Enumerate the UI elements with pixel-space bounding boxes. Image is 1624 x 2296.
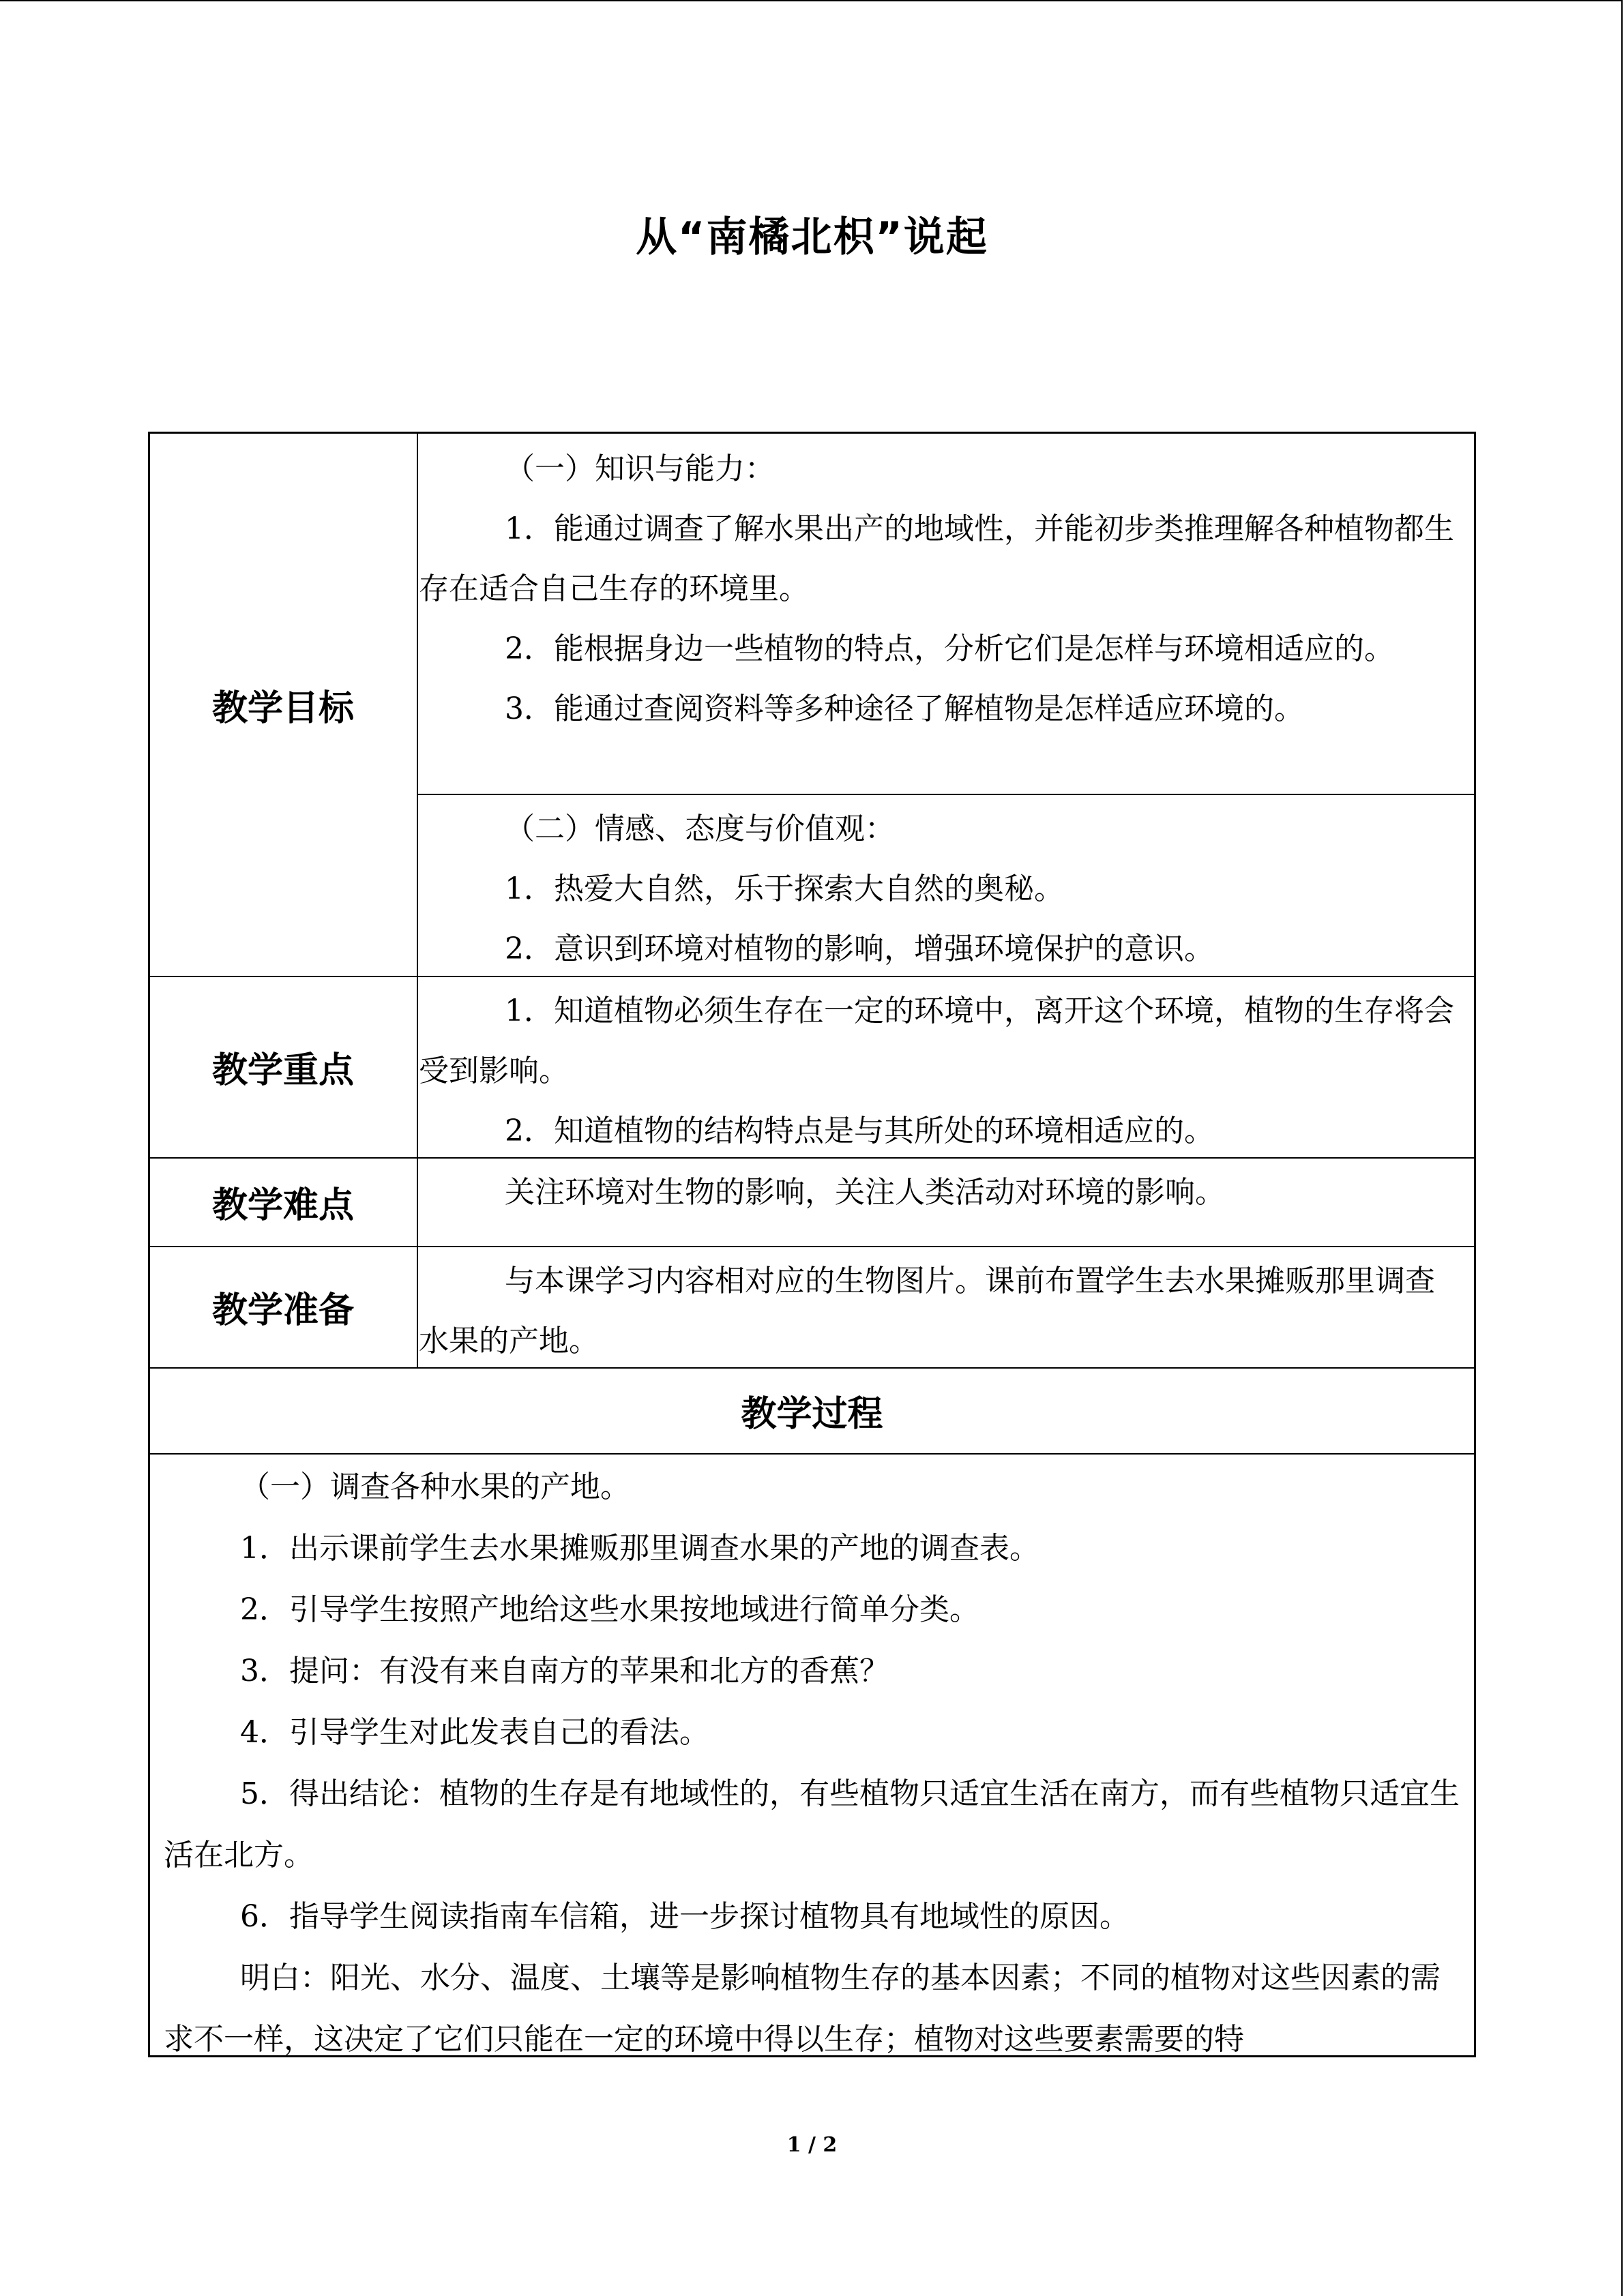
key-points-label: 教学重点 — [211, 1049, 354, 1091]
difficulties-cell — [419, 1157, 1460, 1246]
preparation-label: 教学准备 — [211, 1289, 354, 1331]
key-point-item: 1．知道植物必须生存在一定的环境中，离开这个环境，植物的生存将会受到影响。 — [419, 994, 1454, 1088]
objectives-part1-heading: （一）知识与能力： — [505, 451, 775, 486]
process-paragraph: 4．引导学生对此发表自己的看法。 — [240, 1715, 709, 1750]
objectives-label: 教学目标 — [211, 688, 354, 729]
objectives-knowledge-cell — [419, 434, 1460, 794]
row-divider — [150, 1453, 1474, 1455]
process-paragraph: 3．提问：有没有来自南方的苹果和北方的香蕉？ — [240, 1654, 889, 1688]
objectives-part2-heading: （二）情感、态度与价值观： — [505, 811, 895, 846]
page-number: 1 / 2 — [786, 2133, 838, 2157]
process-paragraph: 5．得出结论：植物的生存是有地域性的，有些植物只适宜生活在南方，而有些植物只适宜生活在北方。 — [164, 1776, 1460, 1873]
document-title: 从“南橘北枳”说起 — [636, 213, 988, 261]
difficulties-text: 关注环境对生物的影响，关注人类活动对环境的影响。 — [505, 1175, 1225, 1210]
key-point-item: 2．知道植物的结构特点是与其所处的环境相适应的。 — [505, 1114, 1214, 1148]
process-paragraph: （一）调查各种水果的产地。 — [240, 1470, 630, 1504]
key-points-cell — [419, 976, 1460, 1157]
process-paragraph: 明白：阳光、水分、温度、土壤等是影响植物生存的基本因素；不同的植物对这些因素的需求不一样，这决定了它们只能在一定的环境中得以生存；植物对这些要素需要的特 — [164, 1960, 1441, 2057]
preparation-cell — [419, 1246, 1460, 1367]
process-paragraph: 6．指导学生阅读指南车信箱，进一步探讨植物具有地域性的原因。 — [240, 1899, 1130, 1934]
lesson-plan-table — [148, 432, 1476, 2057]
difficulties-label: 教学难点 — [211, 1184, 354, 1226]
process-paragraph: 2．引导学生按照产地给这些水果按地域进行简单分类。 — [240, 1592, 979, 1627]
objectives-part2-item: 1．热爱大自然，乐于探索大自然的奥秘。 — [505, 871, 1064, 906]
objectives-part1-item: 2．能根据身边一些植物的特点，分析它们是怎样与环境相适应的。 — [505, 631, 1394, 666]
process-paragraph: 1．出示课前学生去水果摊贩那里调查水果的产地的调查表。 — [240, 1531, 1039, 1566]
preparation-text: 与本课学习内容相对应的生物图片。课前布置学生去水果摊贩那里调查水果的产地。 — [419, 1264, 1435, 1358]
objectives-part1-item: 1．能通过调查了解水果出产的地域性，并能初步类推理解各种植物都生存在适合自己生存的环境里。 — [419, 511, 1454, 606]
objectives-attitude-cell — [419, 794, 1460, 976]
process-heading: 教学过程 — [741, 1393, 883, 1435]
column-divider — [417, 434, 418, 1367]
process-body — [164, 1457, 1460, 2057]
objectives-part2-item: 2．意识到环境对植物的影响，增强环境保护的意识。 — [505, 931, 1214, 966]
objectives-part1-item: 3．能通过查阅资料等多种途径了解植物是怎样适应环境的。 — [505, 691, 1304, 726]
